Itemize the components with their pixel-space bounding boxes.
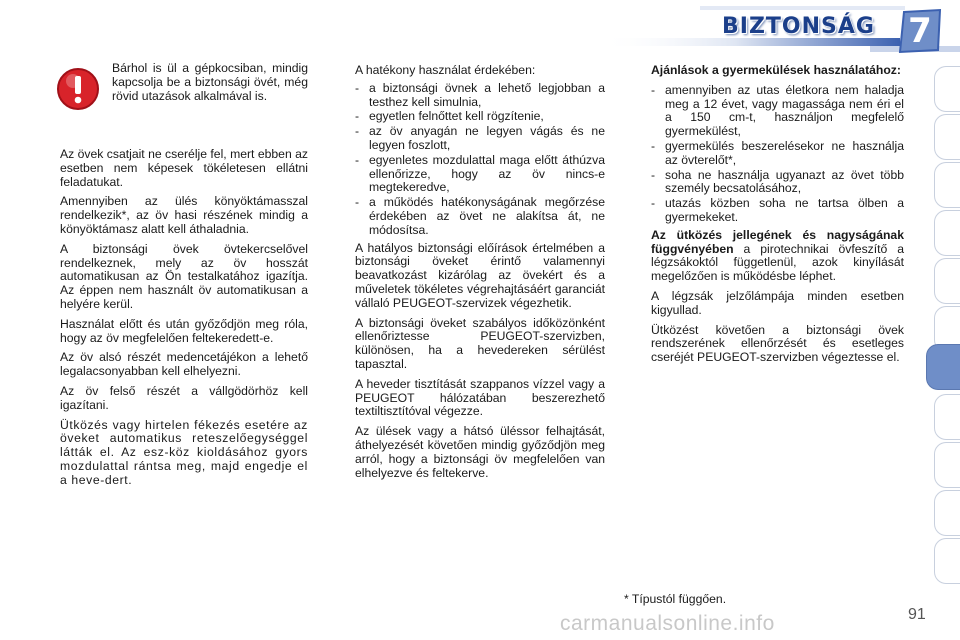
chapter-tabs	[926, 62, 960, 582]
list-item: - a működés hatékonyságának megőrzése érdekében az övet ne alakítsa át, ne módosítsa.	[355, 196, 605, 237]
paragraph: Használat előtt és után győződjön meg róla, hogy az öv megfelelően feltekeredett-e.	[60, 316, 308, 345]
paragraph: A heveder tisztítását szappanos vízzel vagy a PEUGEOT hálózatában beszerezhető textiltisztítóval végezze.	[355, 376, 605, 419]
column-left	[60, 148, 308, 494]
list-item: - egyetlen felnőttet kell rögzítenie,	[355, 110, 605, 124]
chapter-tab[interactable]	[934, 210, 960, 256]
paragraph: A hatályos biztonsági előírások értelmében a biztonsági öveket érintő valamennyi beavatkozást kizárólag az övekért és a műveletek tökéletes végrehajtásáért garanciát vállaló PEUGEOT-szervizek végezhetik.	[355, 240, 605, 310]
paragraph: Ütközés vagy hirtelen fékezés esetére az öveket automatikus reteszelőegységgel látták el. Az esz-köz kioldásához gyors mozdulattal rántsa meg, majd engedje el a heve-dert.	[60, 417, 308, 487]
child-seat-list	[651, 84, 904, 225]
list-item: - egyenletes mozdulattal maga előtt áthúzva ellenőrizze, hogy az öv nincs-e megtekeredve,	[355, 154, 605, 195]
paragraph: Az ülések vagy a hátsó üléssor felhajtását, áthelyezését követően mindig győződjön meg arról, hogy a biztonsági öv megfelelően van elhelyezve és feltekerve.	[355, 424, 605, 480]
exclamation-warning-icon	[55, 66, 101, 112]
list-item: - soha ne használja ugyanazt az övet több személy becsatolásához,	[651, 169, 904, 197]
paragraph-rest: a pirotechnikai övfeszítő a légzsákoktól függetlenül, azok kinyílását megelőzően is működésbe léphet.	[651, 241, 904, 284]
paragraph: Az öv alsó részét medencetájékon a lehető legalacsonyabban kell elhelyezni.	[60, 350, 308, 379]
column-right	[651, 64, 904, 371]
chapter-tab[interactable]	[934, 258, 960, 304]
paragraph: A biztonsági övek övtekercselővel rendelkeznek, mely az öv hosszát automatikusan az Ön testalkatához igazítja. Az éppen nem használt öv automatikusan a helyére kerül.	[60, 241, 308, 311]
paragraph: Az övek csatjait ne cserélje fel, mert ebben az esetben nem képesek tökéletesen ellátni feladatukat.	[60, 147, 308, 189]
chapter-number: 7	[908, 11, 932, 51]
chapter-tab[interactable]	[934, 538, 960, 584]
page-number: 91	[908, 606, 926, 623]
chapter-tab[interactable]	[934, 162, 960, 208]
list-item: - amennyiben az utas életkora nem haladja meg a 12 évet, vagy magassága nem éri el a 150 cm-t, használjon megfelelő gyermekülést,	[651, 84, 904, 139]
usage-list	[355, 82, 605, 238]
section-heading: Ajánlások a gyermekülések használatához:	[651, 63, 901, 77]
paragraph: Ütközést követően a biztonsági övek rendszerének ellenőrzését és esetleges cseréjét PEUGEOT-szervizben végeztesse el.	[651, 322, 904, 365]
list-intro: A hatékony használat érdekében:	[355, 63, 536, 77]
paragraph: A légzsák jelzőlámpája minden esetben kigyullad.	[651, 288, 904, 317]
list-item: - a biztonsági övnek a lehető legjobban a testhez kell simulnia,	[355, 82, 605, 110]
section-title: BIZTONSÁG	[722, 14, 875, 39]
chapter-tab-active[interactable]	[926, 344, 960, 390]
list-item: - gyermekülés beszerelésekor ne használja az övterelőt*,	[651, 140, 904, 168]
column-middle	[355, 64, 605, 486]
chapter-tab[interactable]	[934, 490, 960, 536]
paragraph: A biztonsági öveket szabályos időközönként ellenőriztesse PEUGEOT-szervizben, különösen, ha a hevedereken sérülést tapasztal.	[355, 315, 605, 371]
watermark: carmanualsonline.info	[560, 612, 775, 635]
list-item: - utazás közben soha ne tartsa ölben a gyermekeket.	[651, 197, 904, 225]
paragraph-pretensioner	[651, 229, 904, 284]
footnote: * Típustól függően.	[624, 592, 727, 606]
page-header	[0, 0, 960, 62]
paragraph: Amennyiben az ülés könyöktámasszal rendelkezik*, az öv hasi részének mindig a könyöktámasz alatt kell áthaladnia.	[60, 194, 308, 236]
warning-text: Bárhol is ül a gépkocsiban, mindig kapcsolja be a biztonsági övét, még rövid utazások alkalmával is.	[112, 61, 308, 103]
list-item: - az öv anyagán ne legyen vágás és ne legyen foszlott,	[355, 125, 605, 153]
chapter-tab[interactable]	[934, 114, 960, 160]
chapter-tab[interactable]	[934, 442, 960, 488]
chapter-tab[interactable]	[934, 394, 960, 440]
paragraph: Az öv felső részét a vállgödörhöz kell igazítani.	[60, 383, 308, 412]
bold-lead: Az ütközés jellegének és nagyságának függvényében	[651, 227, 904, 256]
chapter-tab[interactable]	[934, 66, 960, 112]
